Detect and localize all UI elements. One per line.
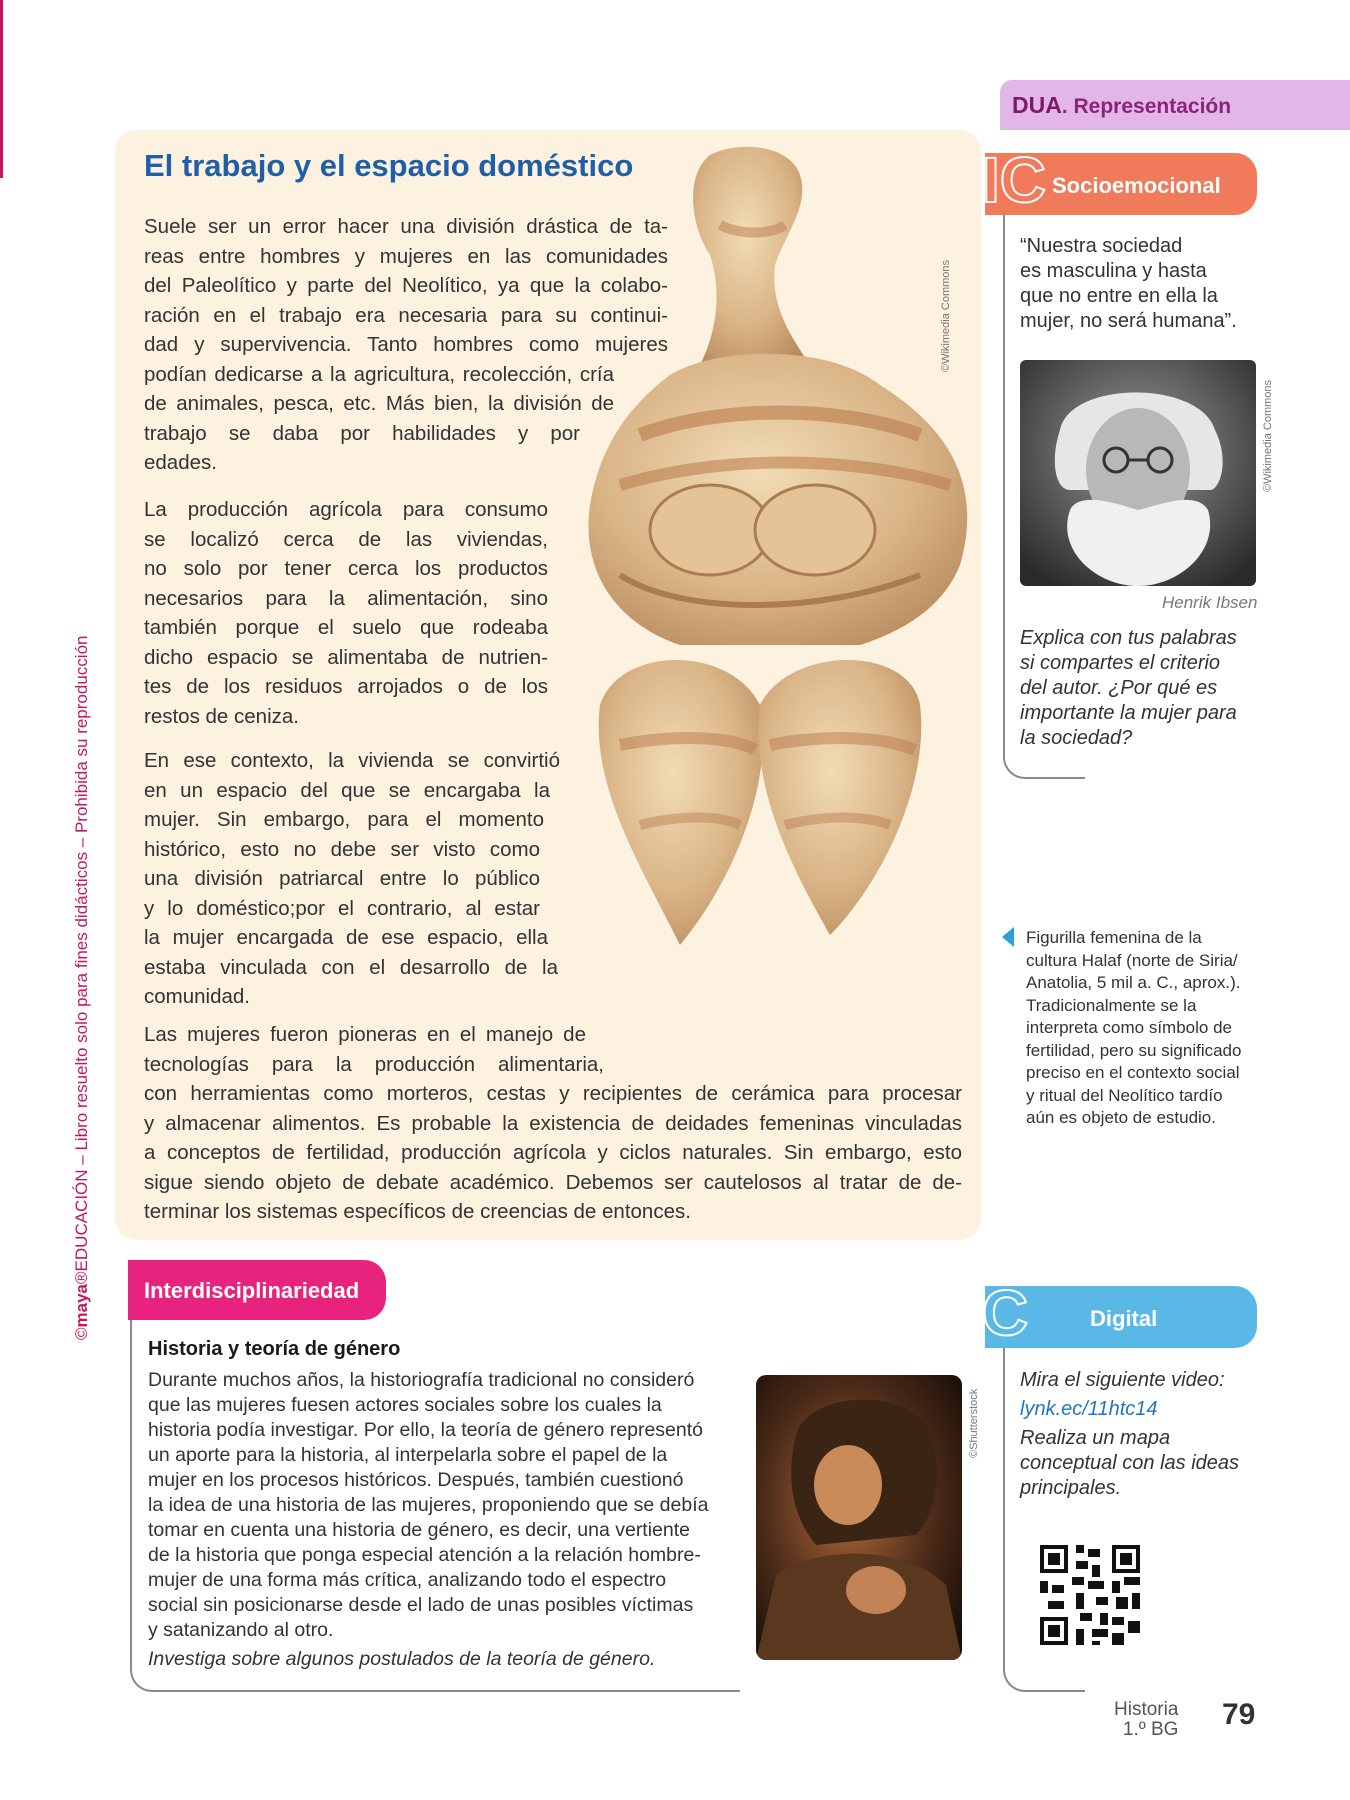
socio-question: Explica con tus palabras si compartes el criterio del autor. ¿Por qué es importante la mujer para la sociedad? [1020, 627, 1237, 749]
page-number: 79 [1222, 1698, 1256, 1731]
inter-body: Durante muchos años, la historiografía tradicional no consideró que las mujeres fuesen actores sociales sobre los cuales la historia podía investigar. Por ello, la teoría de género representó un aporte para la historia, al interpelarla sobre el papel de la mujer en los procesos históricos. Después, también cuestionó la idea de una historia de las mujeres, proponiendo que se debía tomar en cuenta una historia de género, es decir, una vertiente de la historia que ponga especial atención a la relación hombre- mujer de una forma más crítica, analizando todo el espectro social sin posicionarse desde el lado de unas posibles víctimas y satanizando al otro. Investiga sobre algunos postulados de la teoría de género. [148, 1369, 709, 1670]
inter-heading: Historia y teoría de género [148, 1338, 401, 1360]
dua-label: DUA. Representación [1012, 92, 1232, 118]
copyright-notice: ©maya®EDUCACIÓN – Libro resuelto solo para fines didácticos – Prohibida su reproducción [72, 635, 91, 1340]
footer-subject: Historia 1.º BG [1114, 1699, 1179, 1740]
section-title: El trabajo y el espacio doméstico [144, 148, 634, 183]
ic-logo-icon: IC [982, 144, 1046, 216]
qr-code-icon[interactable] [1040, 1545, 1140, 1645]
digital-label: Digital [1090, 1306, 1158, 1331]
paragraph-4: Las mujeres fueron pioneras en el manejo de tecnologías para la producción alimentaria, con herramientas como morteros, cestas y recipientes de cerámica para procesar y almacenar alimentos. Es probable la existencia de deidades femeninas vinculadas a conceptos de fertilidad, producción agrícola y ciclos naturales. Sin embargo, esto sigue siendo objeto de debate académico. Debemos ser cautelosos al tratar de de- terminar los sistemas específicos de creencias de entonces. [144, 1023, 962, 1223]
henrik-ibsen-portrait [1020, 360, 1256, 586]
ibsen-quote: “Nuestra sociedad es masculina y hasta que no entre en ella la mujer, no será humana”. [1020, 235, 1237, 332]
figurine-caption: Figurilla femenina de la cultura Halaf (norte de Siria/ Anatolia, 5 mil a. C., aprox.). Tradicionalmente se la interpreta como símbolo de fertilidad, pero su significado preciso en el contexto social y ritual del Neolítico tardío aún es objeto de estudio. [1026, 928, 1242, 1127]
portrait-name: Henrik Ibsen [1162, 593, 1258, 612]
video-link[interactable]: lynk.ec/11htc14 [1020, 1398, 1158, 1420]
prehistoric-woman-image [756, 1375, 962, 1660]
paragraph-2: La producción agrícola para consumo se localizó cerca de las viviendas, no solo por tener cerca los productos necesarios para la alimentación, sino también porque el suelo que rodeaba dicho espacio se alimentaba de nutrien- tes de los residuos arrojados o de los restos de ceniza. [144, 498, 548, 728]
socio-label: Socioemocional [1052, 173, 1221, 198]
portrait-credit: ©Wikimedia Commons [1262, 379, 1274, 492]
paragraph-1: Suele ser un error hacer una división drástica de ta- reas entre hombres y mujeres en las comunidades del Paleolítico y parte del Neolítico, ya que la colabo- ración en el trabajo era necesaria para su continui- dad y supervivencia. Tanto hombres como mujeres podían dedicarse a la agricultura, recolección, cría de animales, pesca, etc. Más bien, la división de trabajo se daba por habilidades y por edades. [144, 215, 668, 474]
c-logo-icon: C [982, 1277, 1029, 1349]
paragraph-3: En ese contexto, la vivienda se convirtió en un espacio del que se encargaba la mujer. Sin embargo, para el momento histórico, esto no debe ser visto como una división patriarcal entre lo público y lo doméstico;por el contrario, al estar la mujer encargada de ese espacio, ella estaba vinculada con el desarrollo de la comunidad. [144, 749, 560, 1008]
page-edge-mark [0, 0, 3, 178]
caption-pointer-icon [1002, 927, 1014, 947]
figurine-credit: ©Wikimedia Commons [940, 259, 952, 372]
digital-content: Mira el siguiente video: lynk.ec/11htc14 Realiza un mapa conceptual con las ideas principales. [1020, 1369, 1240, 1499]
image-credit: ©Shutterstock [968, 1388, 980, 1458]
inter-label: Interdisciplinariedad [144, 1278, 360, 1303]
